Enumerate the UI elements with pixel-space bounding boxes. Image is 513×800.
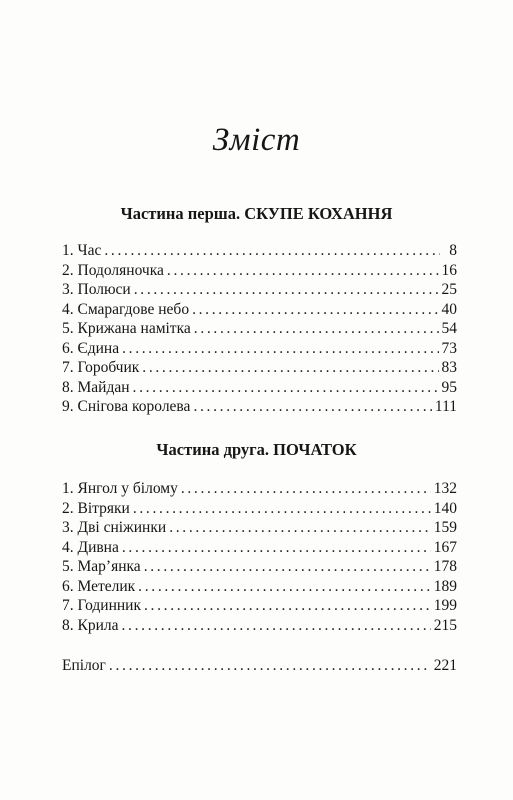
toc-entry-page: 95 bbox=[441, 378, 457, 396]
part-one-contents bbox=[62, 241, 457, 417]
toc-entry-page: 111 bbox=[434, 398, 457, 415]
toc-entry-title: 8. Крила bbox=[62, 616, 119, 634]
toc-entry-title: 3. Дві сніжинки bbox=[62, 519, 167, 536]
dot-leader bbox=[104, 241, 440, 261]
toc-entry-title: 7. Годинник bbox=[62, 597, 141, 614]
toc-entry bbox=[62, 241, 457, 261]
toc-entry-page: 132 bbox=[433, 480, 457, 497]
toc-entry bbox=[62, 479, 457, 499]
toc-entry bbox=[62, 261, 457, 281]
toc-entry-page: 189 bbox=[433, 577, 457, 595]
toc-entry-page: 140 bbox=[433, 499, 457, 517]
toc-entry bbox=[62, 378, 457, 398]
dot-leader bbox=[138, 577, 431, 597]
toc-entry bbox=[62, 397, 457, 417]
page-title: Зміст bbox=[212, 122, 301, 158]
toc-entry-title: 3. Полюси bbox=[62, 281, 131, 298]
part-one-heading: Частина перша. СКУПЕ КОХАННЯ bbox=[120, 204, 393, 223]
toc-entry bbox=[62, 319, 457, 339]
dot-leader bbox=[194, 319, 439, 339]
toc-entry-page: 159 bbox=[433, 519, 457, 536]
toc-entry bbox=[62, 518, 457, 538]
toc-entry-title: 2. Вітряки bbox=[62, 499, 130, 517]
toc-entry-page: 8 bbox=[449, 242, 457, 259]
dot-leader bbox=[169, 518, 431, 538]
toc-entry bbox=[62, 596, 457, 616]
toc-entry bbox=[62, 538, 457, 558]
toc-entry-title: 4. Смарагдове небо bbox=[62, 300, 190, 318]
toc-entry-title: 1. Янгол у білому bbox=[62, 480, 178, 497]
toc-entry-page: 178 bbox=[433, 558, 457, 575]
part-two-contents bbox=[62, 479, 457, 635]
dot-leader bbox=[193, 397, 431, 417]
toc-entry-title: 1. Час bbox=[62, 242, 102, 259]
dot-leader bbox=[144, 596, 431, 616]
toc-entry-title: Епілог bbox=[62, 657, 106, 674]
dot-leader bbox=[122, 339, 438, 359]
dot-leader bbox=[142, 358, 438, 378]
toc-entry-page: 215 bbox=[433, 616, 457, 634]
toc-entry-title: 5. Крижана намітка bbox=[62, 320, 191, 337]
toc-entry bbox=[62, 280, 457, 300]
toc-entry-title: 9. Снігова королева bbox=[62, 398, 191, 415]
toc-entry bbox=[62, 577, 457, 597]
dot-leader bbox=[167, 261, 439, 281]
toc-entry bbox=[62, 499, 457, 519]
epilogue-contents bbox=[62, 656, 457, 676]
toc-entry-title: 2. Подоляночка bbox=[62, 261, 164, 279]
toc-entry bbox=[62, 358, 457, 378]
toc-entry bbox=[62, 557, 457, 577]
toc-entry-title: 5. Мар’янка bbox=[62, 558, 141, 575]
toc-entry bbox=[62, 339, 457, 359]
dot-leader bbox=[122, 616, 431, 636]
toc-entry-title: 6. Метелик bbox=[62, 577, 136, 595]
dot-leader bbox=[133, 499, 431, 519]
dot-leader bbox=[192, 300, 438, 320]
dot-leader bbox=[109, 656, 431, 676]
toc-entry-page: 54 bbox=[441, 320, 457, 337]
toc-entry-epilogue bbox=[62, 656, 457, 676]
toc-entry-page: 25 bbox=[441, 281, 457, 298]
toc-entry-page: 83 bbox=[441, 359, 457, 376]
toc-entry-page: 199 bbox=[433, 597, 457, 614]
toc-entry-page: 221 bbox=[433, 657, 457, 674]
toc-entry-title: 7. Горобчик bbox=[62, 359, 140, 376]
toc-entry-title: 6. Єдина bbox=[62, 339, 120, 357]
toc-entry-title: 8. Майдан bbox=[62, 378, 130, 396]
dot-leader bbox=[181, 479, 431, 499]
toc-entry-page: 73 bbox=[441, 339, 457, 357]
toc-entry bbox=[62, 300, 457, 320]
dot-leader bbox=[133, 378, 439, 398]
toc-entry-title: 4. Дивна bbox=[62, 538, 119, 556]
toc-entry-page: 40 bbox=[441, 300, 457, 318]
dot-leader bbox=[122, 538, 431, 558]
toc-entry bbox=[62, 616, 457, 636]
part-two-heading: Частина друга. ПОЧАТОК bbox=[156, 440, 357, 459]
toc-entry-page: 167 bbox=[433, 538, 457, 556]
toc-entry-page: 16 bbox=[441, 261, 457, 279]
dot-leader bbox=[144, 557, 431, 577]
dot-leader bbox=[134, 280, 439, 300]
